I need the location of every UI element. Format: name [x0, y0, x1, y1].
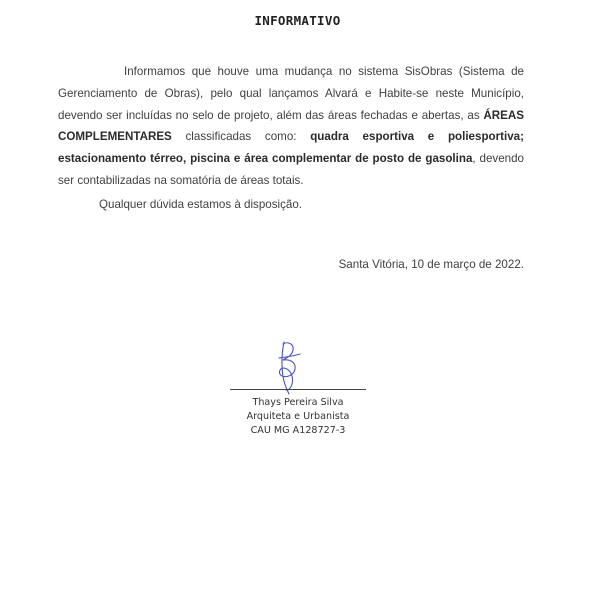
paragraph-bold-areas: ÁREAS COMPLEMENTARES	[58, 108, 524, 144]
signer-registration: CAU MG A128727-3	[250, 424, 346, 436]
paragraph-text-1: Informamos que houve uma mudança no sistema SisObras (Sistema de Gerenciamento de Obras), pelo qual lançamos Alvará e Habite-se neste Município, devendo ser incluídas no selo de projeto, além das áreas fechadas e abertas, as	[58, 65, 524, 122]
signer-name: Thays Pereira Silva	[252, 397, 344, 408]
signature-block	[206, 396, 390, 437]
paragraph-text-2: classificadas como:	[185, 130, 297, 144]
paragraph-text-3: , devendo ser contabilizadas na somatória de áreas totais.	[58, 152, 524, 187]
handwritten-signature	[270, 338, 306, 396]
date-line: Santa Vitória, 10 de março de 2022.	[338, 258, 524, 271]
paragraph-bold-list: quadra esportiva e poliesportiva; estacionamento térreo, piscina e área complementar de posto de gasolina	[58, 130, 524, 166]
contact-line: Qualquer dúvida estamos à disposição.	[99, 198, 303, 211]
main-paragraph	[58, 61, 524, 192]
signer-role: Arquiteta e Urbanista	[246, 410, 350, 422]
signature-line	[230, 389, 366, 390]
document-title: INFORMATIVO	[254, 13, 341, 28]
